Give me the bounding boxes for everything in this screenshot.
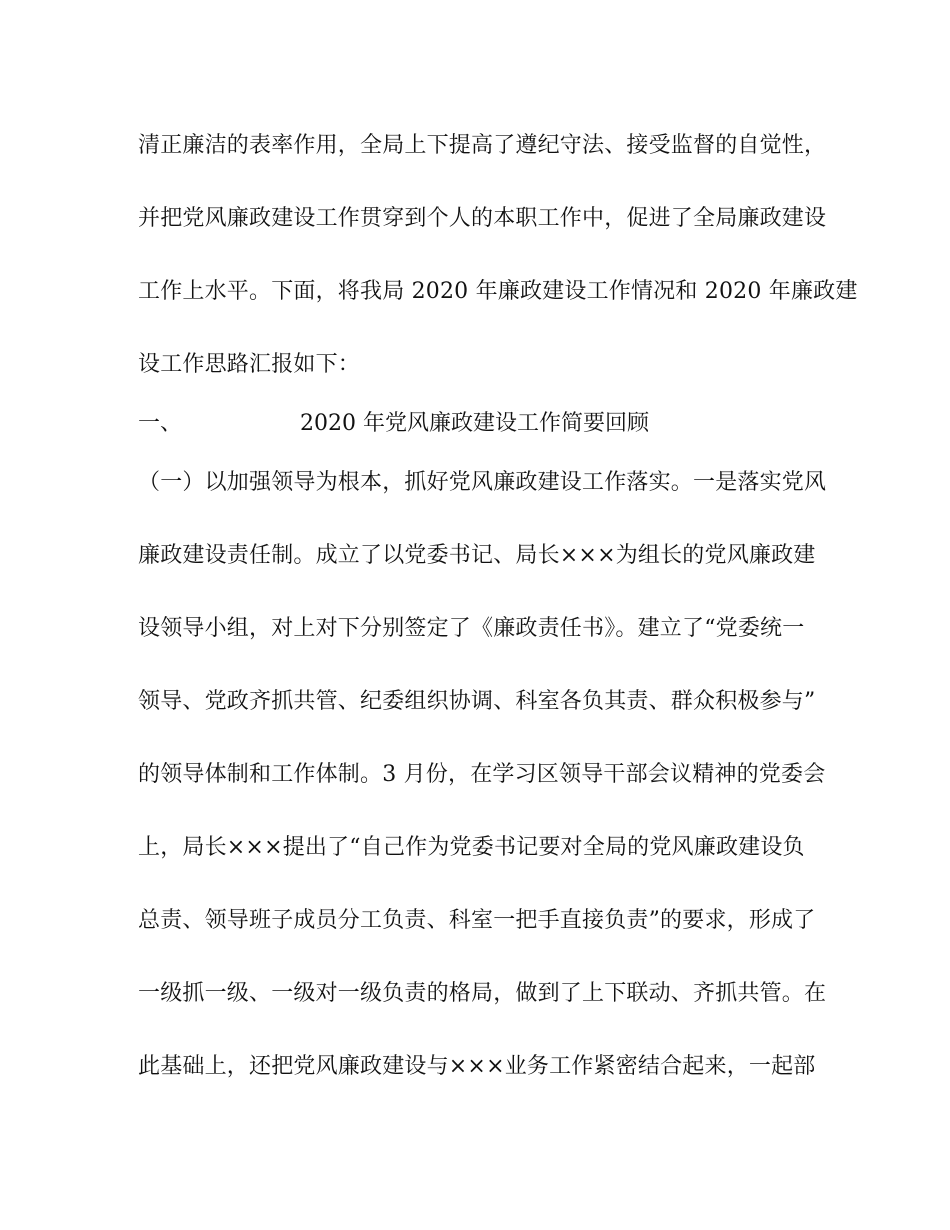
section-heading-title: 2020 年党风廉政建设工作简要回顾 [300,411,649,436]
paragraph-line: 并把党风廉政建设工作贯穿到个人的本职工作中，促进了全局廉政建设 [138,206,827,231]
paragraph-line: 一级抓一级、一级对一级负责的格局，做到了上下联动、齐抓共管。在 [138,981,827,1006]
paragraph-line: 廉政建设责任制。成立了以党委书记、局长×××为组长的党风廉政建 [138,543,816,568]
paragraph-line: 清正廉洁的表率作用，全局上下提高了遵纪守法、接受监督的自觉性， [138,133,827,158]
paragraph-line: 此基础上，还把党风廉政建设与×××业务工作紧密结合起来，一起部 [138,1054,816,1079]
paragraph-line: 上，局长×××提出了“自己作为党委书记要对全局的党风廉政建设负 [138,835,805,860]
paragraph-line: 工作上水平。下面，将我局 2020 年廉政建设工作情况和 2020 年廉政建 [138,279,858,304]
paragraph-line: （一）以加强领导为根本，抓好党风廉政建设工作落实。一是落实党风 [138,470,827,495]
section-heading-number: 一、 [138,411,183,436]
paragraph-line: 设工作思路汇报如下： [138,352,361,377]
paragraph-line: 领导、党政齐抓共管、纪委组织协调、科室各负其责、群众积极参与” [138,689,816,714]
paragraph-line: 设领导小组，对上对下分别签定了《廉政责任书》。建立了“党委统一 [138,616,805,641]
paragraph-line: 总责、领导班子成员分工负责、科室一把手直接负责”的要求，形成了 [138,908,816,933]
paragraph-line: 的领导体制和工作体制。3 月份，在学习区领导干部会议精神的党委会 [138,762,826,787]
